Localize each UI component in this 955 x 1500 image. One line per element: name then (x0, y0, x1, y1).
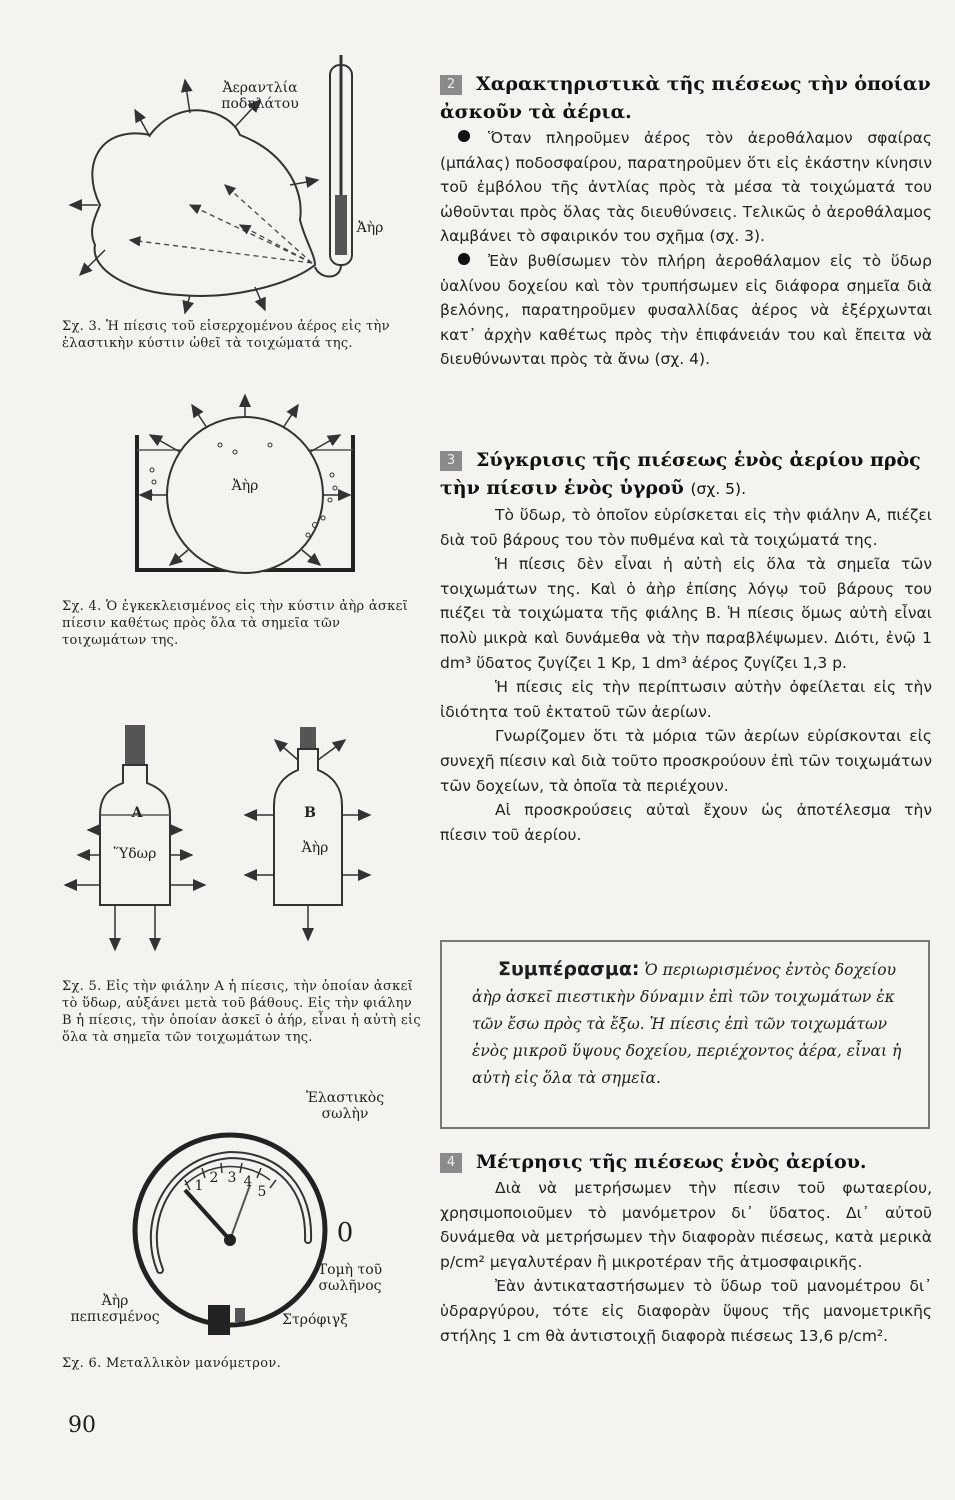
section-3-number: 3 (440, 451, 462, 471)
fig6-dial-3: 3 (227, 1170, 237, 1186)
section-2-number: 2 (440, 75, 462, 95)
section-2-paragraph-1: Ὅταν πληροῦμεν ἀέρος τὸν ἀεροθάλαμον σφαίρας (μπάλας) ποδοσφαίρου, παρατηροῦμεν ὅτι εἰς ἑκάστην κίνησιν τοῦ ἐμβόλου τῆς ἀντλίας πρὸς τὰ μέσα τὰ τοιχώματά του ὠθοῦνται πρὸς ὅλας τὰς διευθύνσεις. Τελικῶς ὁ ἀεροθάλαμος λαμβάνει τὸ σφαιρικόν του σχῆμα (σχ. 3). (440, 129, 932, 246)
fig6-caption-text: Μεταλλικὸν μανόμετρον. (105, 1356, 282, 1371)
fig5-caption-number: Σχ. 5. (62, 979, 102, 994)
section-2 (440, 70, 932, 372)
fig3-pump-label: Ἀεραντλία ποδηλάτου (221, 80, 299, 112)
fig6-elastic-tube-label: Ἐλαστικὸς σωλὴν (305, 1090, 385, 1122)
fig6-section-label: Τομὴ τοῦ σωλῆνος (317, 1262, 383, 1294)
section-3-heading (440, 446, 932, 503)
fig6-caption (62, 1355, 422, 1372)
section-4 (440, 1148, 932, 1348)
figure-6-manometer (130, 1130, 330, 1340)
fig3-air-label: Ἀὴρ (356, 220, 384, 236)
fig5-label-b: B (304, 805, 316, 821)
conclusion-box (440, 940, 930, 1129)
section-3-paragraph-5: Αἱ προσκρούσεις αὐταὶ ἔχουν ὡς ἀποτέλεσμα τὴν πίεσιν τοῦ ἀερίου. (440, 801, 932, 844)
fig6-caption-number: Σχ. 6. (62, 1356, 102, 1371)
section-4-paragraph-2: Ἐὰν ἀντικαταστήσωμεν τὸ ὕδωρ τοῦ μανομέτρου δι᾽ ὑδραργύρου, τότε εἰς διαφορὰν ὕψους τῆς μανομετρικῆς στήλης 1 cm θὰ ἀντιστοιχῇ διαφορὰ πιέσεως 13,6 p/cm². (440, 1277, 932, 1345)
section-2-title: Χαρακτηριστικὰ τῆς πιέσεως τὴν ὁποίαν ἀσκοῦν τὰ ἀέρια. (440, 73, 931, 123)
fig6-pressurized-air-label: Ἀὴρ πεπιεσμένος (70, 1293, 160, 1325)
fig4-caption-number: Σχ. 4. (62, 599, 102, 614)
section-4-number: 4 (440, 1153, 462, 1173)
fig5-label-a: A (131, 805, 143, 821)
bullet-icon (458, 253, 470, 265)
conclusion-title: Συμπέρασμα: (498, 958, 640, 980)
section-4-title: Μέτρησις τῆς πιέσεως ἑνὸς ἀερίου. (476, 1151, 867, 1173)
section-4-heading (440, 1148, 932, 1176)
fig5-caption-text: Εἰς τὴν φιάλην Α ἡ πίεσις, τὴν ὁποίαν ἀσκεῖ τὸ ὕδωρ, αὐξάνει μετὰ τοῦ βάθους. Εἰς τὴν φιάλην Β ἡ πίεσις, τὴν ὁποίαν ἀσκεῖ ὁ ἀήρ, εἶναι ἡ αὐτὴ εἰς ὅλα τὰ σημεῖα τῶν τοιχωμάτων της. (62, 979, 421, 1045)
section-2-paragraph-2: Ἐὰν βυθίσωμεν τὸν πλήρη ἀεροθάλαμον εἰς τὸ ὕδωρ ὑαλίνου δοχείου καὶ τὸν τρυπήσωμεν εἰς διάφορα σημεῖα διὰ βελόνης, παρατηροῦμεν φυσαλλίδας ἀέρος νὰ ἐξέρχωνται κατ᾽ ἀρχὴν καθέτως πρὸς τὴν ἐπιφάνειάν του καὶ ἔπειτα νὰ διευθύνωνται πρὸς τὰ ἄνω (σχ. 4). (440, 251, 932, 369)
section-3-paragraph-4: Γνωρίζομεν ὅτι τὰ μόρια τῶν ἀερίων εὑρίσκονται εἰς συνεχῆ πίεσιν καὶ διὰ τοῦτο προσκρούουν ἐπὶ τῶν τοιχωμάτων τῶν δοχείων, τὰ ὁποῖα τὰ περιέχουν. (440, 727, 932, 795)
conclusion-text: Ὁ περιωρισμένος ἐντὸς δοχείου ἀὴρ ἀσκεῖ πιεστικὴν δύναμιν ἐπὶ τῶν τοιχωμάτων ἐκ τῶν ἔσω πρὸς τὰ ἔξω. Ἡ πίεσις ἐπὶ τῶν τοιχωμάτων ἑνὸς μικροῦ ὕψους δοχείου, περιέχοντος ἀέρα, εἶναι ἡ αὐτὴ εἰς ὅλα τὰ σημεῖα. (472, 961, 902, 1087)
fig6-stopcock-label: Στρόφιγξ (282, 1312, 348, 1328)
section-3-title: Σύγκρισις τῆς πιέσεως ἑνὸς ἀερίου πρὸς τὴν πίεσιν ἑνὸς ὑγροῦ (440, 449, 921, 499)
section-3-paragraph-1: Τὸ ὕδωρ, τὸ ὁποῖον εὑρίσκεται εἰς τὴν φιάλην Α, πιέζει διὰ τοῦ βάρους του τὸν πυθμένα καὶ τὰ τοιχώματά της. (440, 506, 932, 549)
section-3-paragraph-2: Ἡ πίεσις δὲν εἶναι ἡ αὐτὴ εἰς ὅλα τὰ σημεῖα τῶν τοιχωμάτων της. Καὶ ὁ ἀὴρ ἐπίσης λόγῳ τοῦ βάρους του πιέζει τὰ τοιχώματα τῆς φιάλης Β. Ἡ πίεσις ὅμως αὐτὴ εἶναι πολὺ μικρὰ καὶ δυνάμεθα νὰ τὴν παραβλέψωμεν. Διότι, ἐνῷ 1 dm³ ὕδατος ζυγίζει 1 Kp, 1 dm³ ἀέρος ζυγίζει 1,3 p. (440, 555, 932, 672)
section-3-title-suffix: (σχ. 5). (690, 480, 746, 498)
fig3-caption (62, 318, 422, 352)
fig3-caption-number: Σχ. 3. (62, 319, 102, 334)
fig6-dial-4: 4 (243, 1174, 253, 1190)
bullet-icon (458, 130, 470, 142)
fig3-caption-text: Ἡ πίεσις τοῦ εἰσερχομένου ἀέρος εἰς τὴν ἐλαστικὴν κύστιν ὠθεῖ τὰ τοιχώματά της. (62, 319, 390, 351)
page-number: 90 (68, 1413, 96, 1438)
fig6-dial-5: 5 (257, 1184, 267, 1200)
fig5-caption (62, 978, 422, 1046)
section-3 (440, 446, 932, 847)
fig6-dial-1: 1 (194, 1178, 204, 1194)
section-3-paragraph-3: Ἡ πίεσις εἰς τὴν περίπτωσιν αὐτὴν ὀφείλεται εἰς τὴν ἰδιότητα τοῦ ἐκτατοῦ τῶν ἀερίων. (440, 678, 932, 721)
fig6-section-symbol: 0 (336, 1218, 354, 1248)
fig4-caption-text: Ὁ ἐγκεκλεισμένος εἰς τὴν κύστιν ἀὴρ ἀσκεῖ πίεσιν καθέτως πρὸς ὅλα τὰ σημεῖα τῶν τοιχωμάτων της. (62, 599, 409, 648)
fig4-air-label: Ἀὴρ (231, 478, 259, 494)
fig5-label-air: Ἀὴρ (301, 840, 329, 856)
fig5-label-water: Ὕδωρ (113, 846, 157, 862)
fig6-dial-2: 2 (209, 1170, 219, 1186)
section-2-heading (440, 70, 932, 126)
section-4-paragraph-1: Διὰ νὰ μετρήσωμεν τὴν πίεσιν τοῦ φωταερίου, χρησιμοποιοῦμεν τὸ μανόμετρον δι᾽ ὕδατος. Δι᾽ αὐτοῦ δυνάμεθα νὰ μετρήσωμεν τὴν διαφορὰν πιέσεως, κατὰ μερικὰ p/cm² μεγαλυτέραν ἢ μικροτέραν τῆς ἀτμοσφαιρικῆς. (440, 1179, 932, 1271)
fig4-caption (62, 598, 422, 649)
